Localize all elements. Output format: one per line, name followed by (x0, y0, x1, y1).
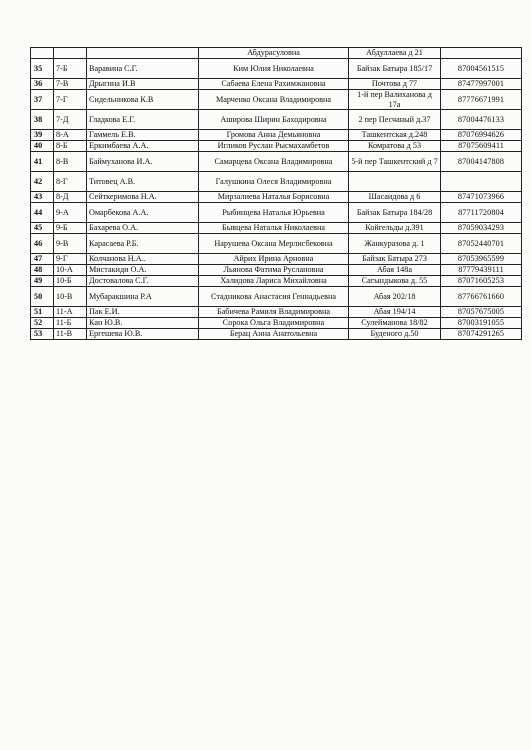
row-number: 44 (31, 203, 54, 223)
table-row (31, 265, 522, 276)
phone-cell: 87053965599 (441, 254, 522, 265)
parent-name-cell: Самарцева Оксана Владимировна (199, 152, 349, 172)
address-cell: Шасаидова д 6 (349, 192, 441, 203)
class-cell: 7-Б (54, 59, 87, 79)
class-cell: 8-Б (54, 141, 87, 152)
parent-name-cell: Льянова Фатима Руслановна (199, 265, 349, 276)
parent-name-cell: Сабаева Елена Рахимжановна (199, 79, 349, 90)
row-number: 41 (31, 152, 54, 172)
table-row (31, 287, 522, 307)
row-number: 36 (31, 79, 54, 90)
phone-cell (441, 48, 522, 59)
parent-name-cell: Стадникова Анастасия Геннадьевна (199, 287, 349, 307)
parent-name-cell: Марченко Оксана Владимировна (199, 90, 349, 110)
class-cell: 11-А (54, 307, 87, 318)
parent-name-cell: Айрих Ирина Арновна (199, 254, 349, 265)
address-cell: 5-й пер Ташкентский д 7 (349, 152, 441, 172)
table-row (31, 152, 522, 172)
teacher-cell: Карасаева Р.Б. (87, 234, 199, 254)
address-cell (349, 172, 441, 192)
class-cell: 8-Д (54, 192, 87, 203)
teacher-cell: Достовалова С.Г. (87, 276, 199, 287)
teacher-cell: Еркимбаева А.А. (87, 141, 199, 152)
phone-cell: 87766761660 (441, 287, 522, 307)
teacher-cell: Баймуханова И.А. (87, 152, 199, 172)
class-cell: 8-Г (54, 172, 87, 192)
row-number: 43 (31, 192, 54, 203)
address-cell: Комратова д 53 (349, 141, 441, 152)
phone-cell: 87471073966 (441, 192, 522, 203)
row-number: 50 (31, 287, 54, 307)
row-number: 42 (31, 172, 54, 192)
teacher-cell: Дрыгина И.В (87, 79, 199, 90)
phone-cell: 87075609411 (441, 141, 522, 152)
teacher-cell (87, 48, 199, 59)
row-number: 37 (31, 90, 54, 110)
table-row (31, 307, 522, 318)
parent-name-cell: Рыбинцева Наталья Юрьевна (199, 203, 349, 223)
phone-cell: 87776671991 (441, 90, 522, 110)
parent-name-cell: Галушкина Олеся Владимировна (199, 172, 349, 192)
table-row (31, 192, 522, 203)
address-cell: Байзак Батыра 185/17 (349, 59, 441, 79)
parent-name-cell: Ким Юлия Николаевна (199, 59, 349, 79)
table-row (31, 223, 522, 234)
parent-name-cell: Сорока Ольга Владимировна (199, 318, 349, 329)
address-cell: Койгельды д.391 (349, 223, 441, 234)
row-number: 52 (31, 318, 54, 329)
table-body (31, 48, 522, 340)
class-cell: 10-А (54, 265, 87, 276)
address-cell: Жанкуразова д. 1 (349, 234, 441, 254)
address-cell: Сагындыкова д. 55 (349, 276, 441, 287)
row-number: 49 (31, 276, 54, 287)
address-cell: Абдуллаева д 21 (349, 48, 441, 59)
class-cell: 8-В (54, 152, 87, 172)
class-cell: 11-В (54, 329, 87, 340)
row-number: 53 (31, 329, 54, 340)
teacher-cell: Сидельникова К.В (87, 90, 199, 110)
teacher-cell: Бахарева О.А. (87, 223, 199, 234)
teacher-cell: Сейткеримова Н.А. (87, 192, 199, 203)
row-number: 39 (31, 130, 54, 141)
address-cell: Буденого д.50 (349, 329, 441, 340)
phone-cell: 87071605253 (441, 276, 522, 287)
class-cell: 8-А (54, 130, 87, 141)
table-row (31, 130, 522, 141)
document-page (30, 47, 521, 340)
address-cell: Ташкентская д.248 (349, 130, 441, 141)
row-number: 45 (31, 223, 54, 234)
teacher-cell: Колчанова Н.А.. (87, 254, 199, 265)
parent-name-cell: Халидова Лариса Михайловна (199, 276, 349, 287)
row-number: 46 (31, 234, 54, 254)
address-cell: Абая 194/14 (349, 307, 441, 318)
teacher-cell: Пак Е.И. (87, 307, 199, 318)
parent-name-cell: Бабичева Рамиля Владимировна (199, 307, 349, 318)
table-row (31, 172, 522, 192)
class-cell: 7-В (54, 79, 87, 90)
row-number: 38 (31, 110, 54, 130)
parent-name-cell: Игликов Руслан Рысмахамбетов (199, 141, 349, 152)
parent-name-cell: Громова Анна Демьяновна (199, 130, 349, 141)
table-row (31, 141, 522, 152)
class-cell: 10-В (54, 287, 87, 307)
address-cell: 1-й пер Валиханова д 17а (349, 90, 441, 110)
row-number: 48 (31, 265, 54, 276)
parent-name-cell: Бывцева Наталья Николаевна (199, 223, 349, 234)
table-row (31, 234, 522, 254)
parent-name-cell: Аширова Ширин Баходировна (199, 110, 349, 130)
class-cell (54, 48, 87, 59)
teacher-cell: Мистакиди О.А. (87, 265, 199, 276)
row-number: 35 (31, 59, 54, 79)
class-cell: 9-А (54, 203, 87, 223)
row-number: 40 (31, 141, 54, 152)
teacher-cell: Омарбекова А.А. (87, 203, 199, 223)
address-cell: Почтова д 77 (349, 79, 441, 90)
phone-cell: 87059034293 (441, 223, 522, 234)
parent-name-cell: Абдурасуловна (199, 48, 349, 59)
table-row (31, 59, 522, 79)
teacher-cell: Титовец А.В. (87, 172, 199, 192)
address-cell: Абая 202/18 (349, 287, 441, 307)
row-number (31, 48, 54, 59)
phone-cell: 87004561515 (441, 59, 522, 79)
parents-table (30, 47, 522, 340)
parent-name-cell: Берац Анна Анатольевна (199, 329, 349, 340)
row-number: 47 (31, 254, 54, 265)
teacher-cell: Гладкова Е.Г. (87, 110, 199, 130)
table-row (31, 79, 522, 90)
teacher-cell: Гаммель Е.В. (87, 130, 199, 141)
address-cell: Байзак Батыра 184/28 (349, 203, 441, 223)
parent-name-cell: Мирзалиева Наталья Борисовна (199, 192, 349, 203)
address-cell: Байзак Батыра 273 (349, 254, 441, 265)
phone-cell: 87076994626 (441, 130, 522, 141)
phone-cell: 87057675005 (441, 307, 522, 318)
class-cell: 9-Г (54, 254, 87, 265)
phone-cell (441, 172, 522, 192)
table-row (31, 329, 522, 340)
phone-cell: 87074291265 (441, 329, 522, 340)
table-row (31, 254, 522, 265)
row-number: 51 (31, 307, 54, 318)
class-cell: 7-Д (54, 110, 87, 130)
address-cell: 2 пер Песчаный д.37 (349, 110, 441, 130)
class-cell: 9-В (54, 234, 87, 254)
phone-cell: 87003191055 (441, 318, 522, 329)
teacher-cell: Кан Ю.В. (87, 318, 199, 329)
class-cell: 9-Б (54, 223, 87, 234)
teacher-cell: Ергешева Ю.В. (87, 329, 199, 340)
phone-cell: 87711720804 (441, 203, 522, 223)
phone-cell: 87477997001 (441, 79, 522, 90)
table-row (31, 110, 522, 130)
parent-name-cell: Нарушева Оксана Мерлисбековна (199, 234, 349, 254)
class-cell: 11-Б (54, 318, 87, 329)
address-cell: Абая 148а (349, 265, 441, 276)
phone-cell: 87779439111 (441, 265, 522, 276)
class-cell: 10-Б (54, 276, 87, 287)
table-row (31, 318, 522, 329)
phone-cell: 87052440701 (441, 234, 522, 254)
teacher-cell: Мубаракшина Р.А (87, 287, 199, 307)
teacher-cell: Варавина С.Г. (87, 59, 199, 79)
table-row (31, 203, 522, 223)
table-row (31, 90, 522, 110)
table-row (31, 276, 522, 287)
phone-cell: 87004147808 (441, 152, 522, 172)
phone-cell: 87004476133 (441, 110, 522, 130)
table-row (31, 48, 522, 59)
class-cell: 7-Г (54, 90, 87, 110)
address-cell: Сулейманова 18/82 (349, 318, 441, 329)
